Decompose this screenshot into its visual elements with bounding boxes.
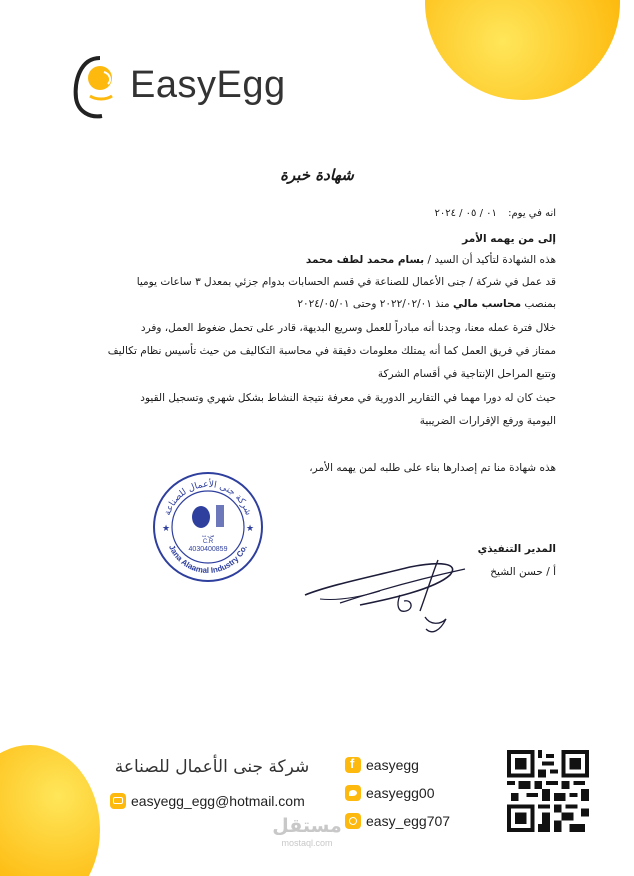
- mostaql-watermark: [272, 817, 342, 848]
- job-role: محاسب مالي: [452, 298, 522, 310]
- handwritten-signature: [300, 555, 470, 640]
- stamp-star-right: ★: [246, 524, 255, 534]
- decorative-corner-bottom-left: [0, 745, 100, 876]
- stamp-cr-ar: س.ت: [201, 533, 215, 539]
- stamp-star-left: ★: [162, 524, 171, 534]
- company-stamp: [152, 471, 264, 583]
- footer-company-name: شركة جنى الأعمال للصناعة: [114, 757, 310, 777]
- twitter-icon: [345, 785, 361, 801]
- date-label: انه في يوم:: [508, 208, 556, 219]
- brand-name: EasyEgg: [130, 64, 286, 106]
- egg-logo-icon: [70, 52, 130, 122]
- line3-suffix: منذ ٢٠٢٢/٠٢/٠١ وحتى ٢٠٢٤/٠٥/٠١: [297, 298, 450, 310]
- stamp-top-text: شركة جنى الأعمال للصناعة: [162, 479, 254, 517]
- watermark-ar: مستقل: [272, 815, 342, 837]
- body-line-1: [76, 254, 556, 268]
- footer-email[interactable]: [110, 793, 305, 809]
- body-line-5: ممتاز في فريق العمل كما أنه يمتلك معلومات دقيقة في محاسبة التكاليف من حيث تأسيس نظام تكاليف: [107, 345, 556, 357]
- document-title: شهادة خبرة: [280, 166, 354, 184]
- footer-instagram[interactable]: [345, 813, 450, 829]
- decorative-corner-top-right: [425, 0, 620, 100]
- signer-title: المدير التنفيذي: [477, 543, 556, 555]
- body-line-8: اليومية ورفع الإقرارات الضريبية: [419, 415, 556, 427]
- line3-prefix: بمنصب: [524, 298, 556, 310]
- employee-name: بسام محمد لطف محمد: [305, 254, 425, 266]
- facebook-icon: [345, 757, 361, 773]
- signer-name: أ / حسن الشيخ: [490, 566, 556, 578]
- closing-line: هذه شهادة منا تم إصدارها بناء على طلبه لمن يهمه الأمر،: [309, 462, 556, 474]
- instagram-icon: [345, 813, 361, 829]
- body-line-6: وتتبع المراحل الإنتاجية في أقسام الشركة: [377, 368, 556, 380]
- footer-facebook[interactable]: [345, 757, 419, 773]
- date-line: [434, 208, 556, 219]
- stamp-cr-label: C.R: [202, 539, 214, 545]
- easyegg-logo: [70, 52, 286, 122]
- facebook-text: easyegg: [366, 757, 419, 773]
- watermark-en: mostaql.com: [281, 838, 333, 848]
- date-value: ٠١ / ٠٥ / ٢٠٢٤: [434, 208, 497, 219]
- instagram-text: easy_egg707: [366, 813, 451, 829]
- email-icon: [110, 793, 126, 809]
- twitter-text: easyegg00: [366, 785, 435, 801]
- body-line-7: حيث كان له دورا مهما في التقارير الدورية في معرفة نتيجة النشاط بشكل شهري وتسجيل القيود: [140, 392, 556, 404]
- stamp-cr-number: 4030400859: [188, 546, 228, 553]
- footer-twitter[interactable]: [345, 785, 435, 801]
- stamp-bottom-text: Jana Alaamal Industry Co.: [167, 543, 249, 576]
- body-line-3: [76, 298, 556, 312]
- body-line-4: خلال فترة عمله معنا، وجدنا أنه مبادراً للعمل وسريع البديهة، قادر على تحمل ضغوط العمل، وفرد: [140, 322, 556, 334]
- body-line-2: قد عمل في شركة / جنى الأعمال للصناعة في قسم الحسابات بدوام جزئي بمعدل ٣ ساعات يوميا: [136, 276, 556, 288]
- salutation: إلى من يهمه الأمر: [462, 233, 556, 245]
- qr-code[interactable]: [507, 750, 589, 832]
- line1-prefix: هذه الشهادة لتأكيد أن السيد /: [427, 254, 556, 266]
- email-text: easyegg_egg@hotmail.com: [131, 793, 305, 809]
